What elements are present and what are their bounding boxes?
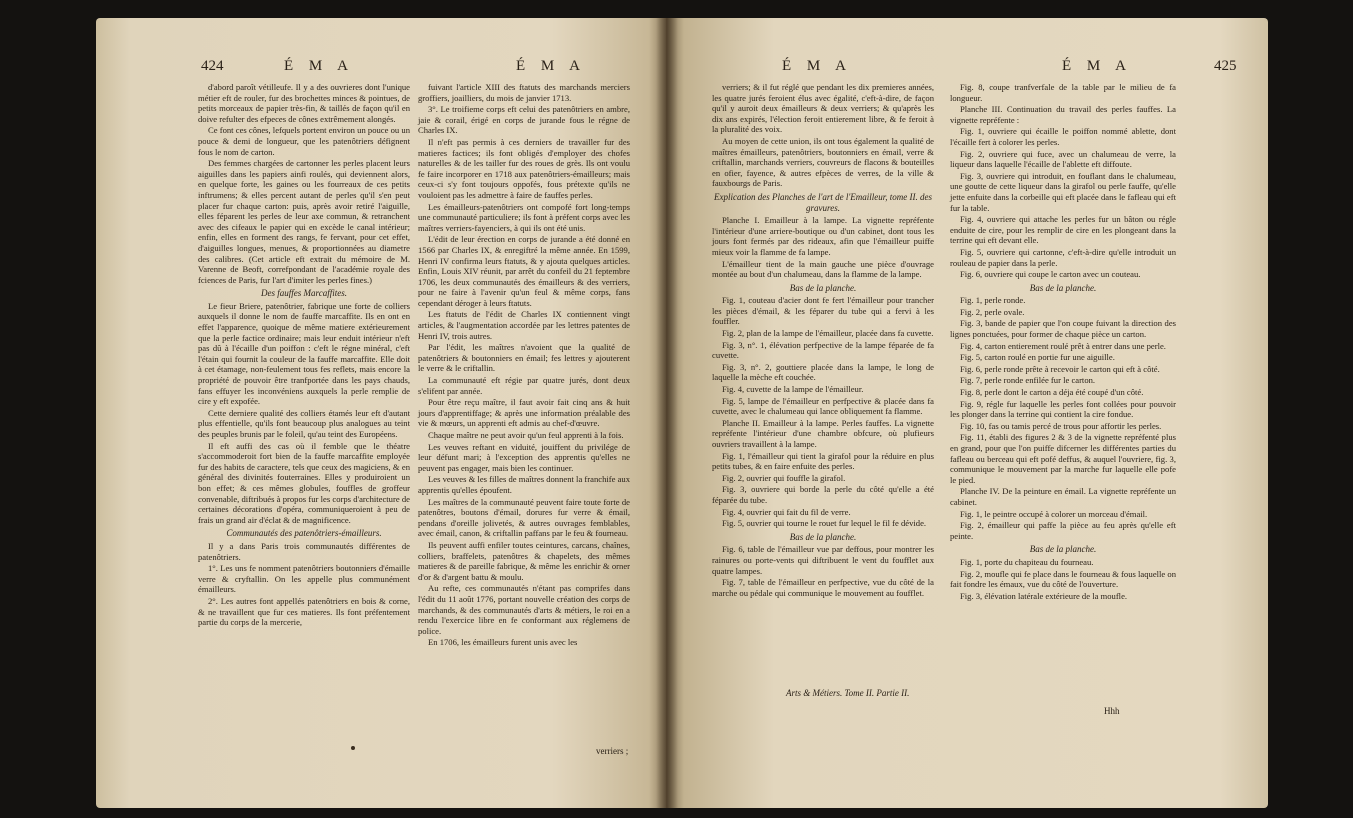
paragraph: Au refte, ces communautés n'étant pas comprifes dans l'édit du 11 août 1776, portant nouvelle création des corps de marchands, & des communautés d'arts & métiers, le roi en a rendu l'exercice libre en fe conformant aux réglemens de police.: [418, 583, 630, 636]
paragraph: Les veuves & les filles de maîtres donnent la franchife aux apprentis qu'elles époufent.: [418, 474, 630, 495]
section-heading: Bas de la planche.: [789, 531, 857, 542]
open-book: [96, 18, 1268, 808]
paragraph: Il eft auffi des cas où il femble que le théatre s'accommoderoit fort bien de la fauffe marcaffite employée fur des habits de caractere, tels que ceux des magiciens, & en général des divinités fouterraines. Elles y produiroient un bon effet; & ces mêmes globules, fouffles de groffeur convenable, diftribués à propos fur les corps d'architecture de certaines décorations d'opéra, communiqueroient à peu de frais un grand air d'éclat & de magnificence.: [198, 440, 410, 525]
paragraph: Les émailleurs-patenôtriers ont compofé fort long-temps une communauté particuliere; ils font à préfent corps avec les maîtres verriers-fayenciers, à qui ils ont été unis.: [418, 201, 630, 233]
paragraph: Fig. 2, perle ovale.: [960, 306, 1025, 317]
signature-mark: Hhh: [1104, 706, 1120, 716]
paragraph: Fig. 1, l'émailleur qui tient la girafol pour la réduire en plus petits tubes, & en faire enfuite des perles.: [712, 450, 934, 472]
paragraph: En 1706, les émailleurs furent unis avec les: [428, 637, 578, 648]
section-heading: Explication des Planches de l'art de l'Emailleur, tome II. des gravures.: [713, 191, 933, 213]
section-heading: Bas de la planche.: [789, 282, 857, 293]
paragraph: Planche II. Emailleur à la lampe. Perles fauffes. La vignette repréfente l'intérieur d'une chambre obfcure, où plufieurs ouvriers travaillent à la lampe.: [712, 417, 934, 449]
paragraph: Fig. 4, carton entierement roulé prêt à entrer dans une perle.: [960, 340, 1166, 351]
paragraph: Fig. 6, ouvriere qui coupe le carton avec un couteau.: [960, 269, 1141, 280]
left-column-1: [198, 82, 410, 629]
paragraph: Fig. 3, élévation latérale extérieure de la moufle.: [960, 590, 1128, 601]
paragraph: Fig. 4, ouvrier qui fait du fil de verre.: [722, 506, 851, 517]
paragraph: Fig. 6, perle ronde prête à recevoir le carton qui eft à côté.: [960, 363, 1160, 374]
section-heading: Bas de la planche.: [1029, 544, 1097, 555]
paragraph: Fig. 3, ouvriere qui introduit, en fouflant dans le chalumeau, une goutte de cette liqueur dans la girafol ou perle fauffe, qu'elle jette enfuite dans la corbeille qui eft placée dans le fafleau qui eft fur la table.: [950, 170, 1176, 213]
paragraph: Fig. 10, fas ou tamis percé de trous pour affortir les perles.: [960, 420, 1162, 431]
paragraph: Fig. 1, couteau d'acier dont fe fert l'émailleur pour trancher les pièces d'émail, & les féparer du tube qui a fervi à les fouffler.: [712, 295, 934, 327]
left-running-head-2: É M A: [516, 58, 587, 74]
paragraph: Chaque maître ne peut avoir qu'un feul apprenti à la fois.: [428, 430, 624, 440]
paragraph: Fig. 3, bande de papier que l'on coupe fuivant la direction des lignes ponctuées, pour former de chaque pièce un carton.: [950, 318, 1176, 340]
left-running-head: É M A: [284, 58, 355, 74]
paragraph: Planche I. Emailleur à la lampe. La vignette repréfente l'intérieur d'une arriere-boutique ou d'un cabinet, dont tous les jours font fermés par des rideaux, afin que l'émailleur puiffe mieux voir la flamme de fa lampe.: [712, 215, 934, 257]
paragraph: Fig. 3, ouvriere qui borde la perle du côté qu'elle a été féparée du tube.: [712, 484, 934, 505]
catchword: verriers ;: [596, 746, 629, 756]
paragraph: Fig. 5, carton roulé en portie fur une aiguille.: [960, 352, 1115, 363]
paragraph: Fig. 3, n°. 2, gouttiere placée dans la lampe, le long de laquelle la mèche eft couchée.: [712, 361, 934, 383]
section-heading: Communautés des patenôtriers-émailleurs.: [226, 528, 382, 539]
paragraph: Fig. 5, ouvriere qui cartonne, c'eft-à-dire qu'elle introduit un rouleau de papier dans la perle.: [950, 246, 1176, 268]
paragraph: Fig. 1, perle ronde.: [960, 295, 1026, 306]
right-running-head-2: É M A: [1062, 58, 1133, 74]
page-footer: Arts & Métiers. Tome II. Partie II.: [786, 688, 910, 698]
paragraph: Pour être reçu maître, il faut avoir fait cinq ans & huit jours d'apprentiffage; & après une information préalable des vie & mœurs, un apprenti eft admis au chef-d'œuvre.: [418, 397, 630, 429]
paragraph: Fig. 2, ouvriere qui fuce, avec un chalumeau de verre, la liqueur dans laquelle l'écaille de l'ablette eft diffoute.: [950, 148, 1176, 170]
paragraph: Fig. 1, ouvriere qui écaille le poiffon nommé ablette, dont l'écaille fert à colorer les perles.: [950, 126, 1176, 147]
paragraph: Cette derniere qualité des colliers étamés leur eft d'autant plus effentielle, qu'ils font beaucoup plus analogues au teint des peuples brunis par le foleil, qu'au teint des Européens.: [198, 407, 410, 439]
paragraph: 3°. Le troifieme corps eft celui des patenôtriers en ambre, jaie & corail, érigé en corps de jurande fous le régne de Charles IX.: [418, 104, 630, 136]
paragraph: Fig. 2, moufle qui fe place dans le fourneau & fous laquelle on fait fondre les émaux, vue du côté de l'ouverture.: [950, 568, 1176, 590]
paragraph: Planche III. Continuation du travail des perles fauffes. La vignette repréfente :: [950, 104, 1176, 125]
paragraph: La communauté eft régie par quatre jurés, dont deux s'elifent par année.: [418, 375, 630, 396]
paragraph: Fig. 2, ouvrier qui fouffle la girafol.: [722, 472, 846, 483]
paragraph: Par l'édit, les maîtres n'avoient que la qualité de patenôtriers & boutonniers en émail; fes lettres y ajouterent le verre & le criftallin.: [418, 342, 630, 374]
left-folio: 424: [201, 58, 224, 74]
paragraph: Il y a dans Paris trois communautés différentes de patenôtriers.: [198, 540, 410, 562]
right-column-2: [950, 82, 1176, 602]
paragraph: L'édit de leur érection en corps de jurande a été donné en 1566 par Charles IX, & enregiftré la même année. En 1599, Henri IV confirma leurs ftatuts, & y ajouta quelques articles. Enfin, Louis XIV réunit, par arrêt du confeil du 21 feptembre 1706, les deux communautés des émailleurs & des verriers, pour ne faire à l'avenir qu'un feul & même corps, fans cependant déroger à leurs ftatuts.: [418, 234, 630, 308]
paragraph: Ils peuvent auffi enfiler toutes ceintures, carcans, chaînes, colliers, braffelets, patenôtres & chapelets, des mêmes matieres & de pareille fabrique, & même les enrichir & orner d'or & d'argent battu & moulu.: [418, 539, 630, 582]
right-running-head: É M A: [782, 58, 853, 74]
paragraph: Fig. 9, régle fur laquelle les perles font collées pour pouvoir les plonger dans la terrine qui contient la cire fondue.: [950, 398, 1176, 420]
paragraph: Fig. 4, cuvette de la lampe de l'émailleur.: [722, 384, 864, 395]
left-page: [96, 18, 666, 808]
paragraph: fuivant l'article XIII des ftatuts des marchands merciers groffiers, joailliers, du mois de janvier 1713.: [418, 82, 630, 103]
paragraph: Les maîtres de la communauté peuvent faire toute forte de patenôtres, boutons d'émail, dorures fur verre & émail, pendans d'oreille jolivetés, & autres ouvrages femblables, avec émail, canon, & criftallin paffans par le feu & fourneau.: [418, 496, 630, 539]
paragraph: Fig. 2, émailleur qui paffe la pièce au feu après qu'elle eft peinte.: [950, 520, 1176, 541]
paragraph: Fig. 8, perle dont le carton a déja été coupé d'un côté.: [960, 387, 1144, 398]
paragraph: Fig. 6, table de l'émailleur vue par deffous, pour montrer les rainures ou porte-vents qui diftribuent le vent du foufflet aux quatre lampes.: [712, 544, 934, 576]
paragraph: Fig. 4, ouvriere qui attache les perles fur un bâton ou régle enduite de cire, pour les remplir de cire en les plongeant dans la terrine qui eft devant elle.: [950, 214, 1176, 246]
paragraph: Les veuves reftant en viduité, jouiffent du privilége de leur défunt mari; à l'exception des apprentis qu'elles ne peuvent pas engager, mais bien les continuer.: [418, 441, 630, 473]
section-heading: Bas de la planche.: [1029, 282, 1097, 293]
right-page: [666, 18, 1268, 808]
paragraph: Fig. 1, le peintre occupé à colorer un morceau d'émail.: [960, 508, 1148, 519]
paragraph: 1°. Les uns fe nomment patenôtriers boutonniers d'émaille verre & cryftallin. On les appelle plus communément émailleurs.: [198, 563, 410, 595]
paragraph: Fig. 5, ouvrier qui tourne le rouet fur lequel le fil fe dévide.: [722, 518, 927, 529]
paragraph: Au moyen de cette union, ils ont tous également la qualité de maîtres émailleurs, patenôtriers, boutonniers en émail, verre & criftallin, marchands verriers, couvreurs de flacons & bouteilles en ofier, fayence, & autres efpèces de verres, de la ville & fauxbourgs de Paris.: [712, 135, 934, 189]
paragraph: Le fieur Briere, patenôtrier, fabrique une forte de colliers auxquels il donne le nom de fauffe marcaffite. Ils en ont en effet l'apparence, quoique de même matiere extérieurement que la perle factice ordinaire; mais leur enduit intérieur n'eft pas dû à l'écaille d'un poiffon : c'eft le régne minéral, c'eft l'étain qui fournit la couleur de la fauffe marcaffite. Elle doit à cet étamage, non-feulement tous fes reflets, mais encore la propriété de pouvoir être tranfportée dans les pays chauds, fans effuyer les inconvéniens auxquels la perle remplie de cire y eft expofée.: [198, 300, 410, 407]
right-column-1: [712, 82, 934, 599]
section-heading: Des fauffes Marcaffites.: [261, 288, 347, 299]
ink-spot: [351, 746, 355, 750]
paragraph: Fig. 11, établi des figures 2 & 3 de la vignette repréfenté plus en grand, pour que l'on puiffe difcerner les différentes parties du fafleau ou berceau qui eft pofé deffus, & auquel l'ouvriere, fig. 3, communique le mouvement par la marche fur laquelle elle pofe le pied.: [950, 432, 1176, 485]
paragraph: Il n'eft pas permis à ces derniers de travailler fur des matieres factices; ils font obligés d'employer des chofes naturelles & de les tailler fur des roues de grès. Ils ont voulu fe faire incorporer en 1718 aux patenôtriers-émailleurs; mais ceux-ci s'y font toujours oppofés, fous prétexte qu'ils ne vouloient pas les admettre à faire de fauffes perles.: [418, 136, 630, 200]
paragraph: L'émailleur tient de la main gauche une pièce d'ouvrage montée au bout d'un chalumeau, dans la flamme de la lampe.: [712, 258, 934, 280]
paragraph: Planche IV. De la peinture en émail. La vignette repréfente un cabinet.: [950, 486, 1176, 507]
paragraph: Fig. 1, porte du chapiteau du fourneau.: [960, 556, 1094, 567]
paragraph: 2°. Les autres font appellés patenôtriers en bois & corne, & ne travaillent que fur ces matieres. Ils font préfentement partie du corps de la mercerie,: [198, 595, 410, 628]
paragraph: Fig. 2, plan de la lampe de l'émailleur, placée dans fa cuvette.: [722, 328, 934, 339]
book-gutter: [656, 18, 678, 808]
paragraph: Des femmes chargées de cartonner les perles placent leurs aiguilles dans les papiers ainfi roulés, qui deviennent alors, en quelque forte, les gaines ou les fourreaux de ces petits inftrumens; & elles percent autant de perles qu'il s'en peut placer fur chaque carton: puis, après avoir retiré l'aiguille, elles féparent les perles de leur axe commun, & retranchent avec des cifeaux le papier qui en excède le canal intérieur; enfin, elles en forment des rangs, fe fervant, pour cet effet, d'aiguilles longues, menues, & proportionnées au diametre des calibres. (Cet article eft extrait du mémoire de M. Varenne de Beoft, correfpondant de l'académie royale des fciences de Paris, fur l'art d'imiter les perles fines.): [198, 158, 410, 285]
right-folio: 425: [1214, 58, 1237, 74]
paragraph: Fig. 3, n°. 1, élévation perfpective de la lampe féparée de fa cuvette.: [712, 339, 934, 361]
paragraph: verriers; & il fut réglé que pendant les dix premieres années, les quatre jurés feroient élus avec égalité, c'eft-à-dire, de façon qu'il y auroit deux émailleurs & deux verriers; & qu'après les dix ans expirés, l'élection feroit entierement libre, & fe feroit à la pluralité des voix.: [712, 82, 934, 135]
paragraph: Fig. 7, perle ronde enfilée fur le carton.: [960, 375, 1096, 386]
left-column-2: [418, 82, 630, 649]
paragraph: Fig. 7, table de l'émailleur en perfpective, vue du côté de la marche ou pédale qui communique le mouvement au foufflet.: [712, 577, 934, 598]
paragraph: Fig. 5, lampe de l'émailleur en perfpective & placée dans fa cuvette, avec le chalumeau qui lance obliquement fa flamme.: [712, 395, 934, 417]
paragraph: Fig. 8, coupe tranfverfale de la table par le milieu de fa longueur.: [950, 82, 1176, 103]
paragraph: Les ftatuts de l'édit de Charles IX contiennent vingt articles, & l'augmentation accordée par les lettres patentes de Henri IV, trois autres.: [418, 309, 630, 341]
paragraph: d'abord paroît vétilleufe. Il y a des ouvrieres dont l'unique métier eft de rouler, fur des brochettes minces & pointues, de petits morceaux de papier très-fin, & taillés de façon qu'il en doive refulter des efpeces de cônes extrêmement alongés.: [198, 82, 410, 124]
paragraph: Ce font ces cônes, lefquels portent environ un pouce ou un pouce & demi de longueur, que les patenôtriers défignent fous le nom de carton.: [198, 125, 410, 157]
